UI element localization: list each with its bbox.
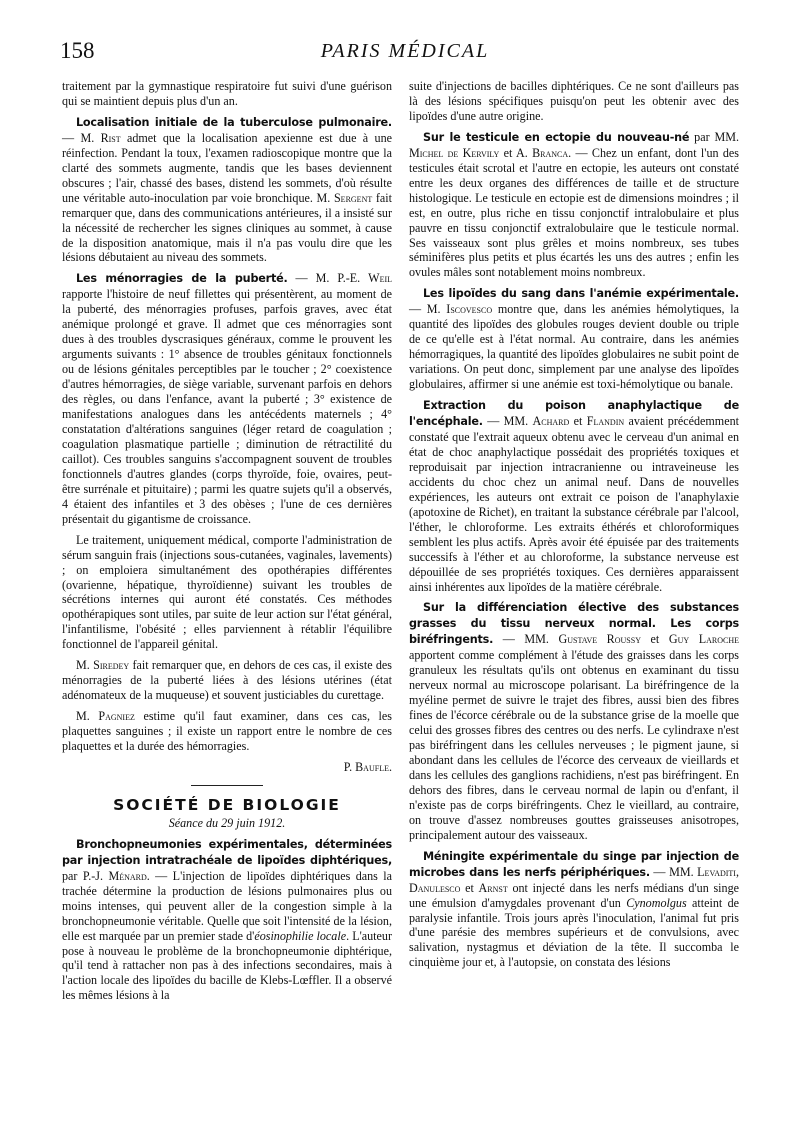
abstract-lipoides-sang: Les lipoïdes du sang dans l'anémie expérimentale. — M. Iscovesco montre que, dans les anémies hémolytiques, la quantité des lipoïdes des globules rouges devient double ou triple de ce qu'elle est à l'état normal. Au contraire, dans les anémies hémorragiques, la quantité des lipoïdes globulaires ne subit point de variations. On peut donc, simplement par une analyse des lipoïdes globulaires, affirmer si une anémie est toxi-hémolytique ou banale. [409, 287, 739, 392]
author-name: Rist [100, 130, 121, 145]
session-date: Séance du 29 juin 1912. [168, 815, 286, 830]
page-header [60, 38, 750, 72]
author-name: Siredey [93, 658, 130, 673]
section-heading: Sur la différenciation élective des substances grasses du tissu nerveux normal. Les corps biréfringents. [409, 601, 739, 647]
author-name: Michel de Kervily [409, 145, 500, 160]
author-name: Guy Laroche [668, 632, 739, 647]
right-column [409, 79, 739, 976]
author-name: Arnst [478, 880, 508, 895]
author-name: Branca [532, 145, 569, 160]
author-name: Pagniez [98, 709, 135, 724]
author-name: Sergent [333, 190, 373, 205]
left-column [62, 79, 392, 1009]
section-heading: Sur le testicule en ectopie du nouveau-né [423, 130, 690, 144]
society-title: SOCIÉTÉ DE BIOLOGIE [113, 795, 341, 814]
paragraph: traitement par la gymnastique respiratoire fut suivi d'une guérison qui se maintient depuis plus d'un an. [62, 79, 392, 108]
abstract-meningite: Méningite expérimentale du singe par injection de microbes dans les nerfs périphériques. — MM. Levaditi, Danulesco et Arnst ont injecté dans les nerfs médians d'un singe une émulsion d'amygdales provenant d'un Cynomolgus atteint de paralysie infantile. Trois jours après l'inoculation, l'animal fut pris d'une parésie des membres supérieurs et de convulsions, avec salivation, nystagmus et déviation de la tête. Il succomba le cinquième jour et, à l'autopsie, on constata des lésions [409, 849, 739, 970]
abstract-anaphylactique: Extraction du poison anaphylactique de l'encéphale. — MM. Achard et Flandin avaient précédemment constaté que l'extrait aqueux obtenu avec le cerveau d'un animal en état de choc anaphylactique possédait des propriétés toxiques et reproduisait par injection intracranienne ou intraveineuse les accidents du choc chez un animal neuf. Dans de nouvelles expériences, les auteurs ont extrait ce poison de l'anaphylaxie (apotoxine de Richet), en traitant la substance cérébrale par l'alcool, l'éther, le chloroforme. Les extraits éthérés et chloroformiques semblent les plus actifs. Après avoir été épuisée par des traitements successifs à l'éther et au chloroforme, la substance nerveuse est dépouillée de ses propriétés toxiques. Ces dernières apparaissent ainsi inhérentes aux lipoïdes de la matière cérébrale. [409, 399, 739, 594]
author-name: Flandin [586, 414, 625, 429]
divider-rule [191, 785, 263, 786]
abstract-bronchopneumonies: Bronchopneumonies expérimentales, déterminées par injection intratrachéale de lipoïdes diphtériques, par P.-J. Ménard. — L'injection de lipoïdes diphtériques dans la trachée détermine la production de lésions pulmonaires plus ou moins intenses, qui peuvent aller de la congestion simple à la bronchopneumonie véritable. Quelle que soit l'intensité de la lésion, elle est marquée par un premier stade d'éosinophilie locale. L'auteur pose à nouveau le problème de la bronchopneumonie diphtérique, qu'il tend à rattacher non pas à des infections secondaires, mais à l'action locale des lipoïdes du bacille de Klebs-Lœffler. Il a observé les mêmes lésions à la [62, 837, 393, 1003]
author-name: Iscovesco [446, 302, 493, 317]
abstract-birefringents: Sur la différenciation élective des substances grasses du tissu nerveux normal. Les corps biréfringents. — MM. Gustave Roussy et Guy Laroche apportent comme complément à l'étude des graisses dans les corps granuleux les résultats qu'ils ont obtenus en examinant du tissu nerveux normal au microscope polarisant. La biréfringence de la myéline permet de suivre le trajet des fibres, aussi bien des fibres fines de l'écorce cérébrale ou de la substance grise de la moelle que celui des grosses fibres des centres ou des nerfs. Le cylindraxe n'est pas biréfringent dans les cellules nerveuses ; le pigment jaune, si abondant dans les cellules de l'écorce des cerveaux de vieillards et dans les cellules des ganglions rachidiens, n'est pas biréfringent. En dehors des fibres, dans le cerveau normal de lapin ou d'enfant, il n'existe pas de corps biréfringents. Chez le vieillard, au contraire, on trouve d'assez nombreuses gouttes graisseuses anisotropes, principalement autour des vaisseaux. [409, 601, 739, 842]
running-title: PARIS MÉDICAL [320, 40, 490, 62]
section-heading: Méningite expérimentale du singe par injection de microbes dans les nerfs périphériques. [409, 849, 739, 879]
author-name: Weil [368, 271, 393, 286]
author-name: Achard [532, 414, 570, 429]
paragraph: suite d'injections de bacilles diphtériques. Ce ne sont d'ailleurs pas là des lésions spécifiques puisqu'on peut les obtenir avec des lipoïdes d'une autre origine. [409, 79, 739, 123]
section-heading: Bronchopneumonies expérimentales, déterminées par injection intratrachéale de lipoïdes diphtériques, [62, 837, 392, 867]
section-heading: Les lipoïdes du sang dans l'anémie expérimentale. [423, 287, 739, 301]
paragraph: M. Siredey fait remarquer que, en dehors de ces cas, il existe des ménorragies de la puberté liées à des lésions utérines (état adénomateux de la muqueuse) et souvent justiciables du curettage. [62, 658, 392, 703]
author-name: Levaditi, Danulesco [409, 864, 739, 895]
page-number: 158 [60, 38, 95, 63]
paragraph: Le traitement, uniquement médical, comporte l'administration de sérum sanguin frais (injections sous-cutanées, vaginales, lavements) ; on emploiera simultanément des opothérapies différentes (ovarienne, hépatique, thyroïdienne) suivant les troubles de sécrétions internes qui auront été constatés. Ces méthodes opothérapiques sont utiles, par suite de leur action sur l'état général, l'infantilisme, l'obésité ; elles parviennent à rétablir l'équilibre fonctionnel de l'appareil génital. [62, 532, 392, 652]
author-name: Ménard [108, 868, 147, 883]
abstract-menorragies: Les ménorragies de la puberté. — M. P.-E. Weil rapporte l'histoire de neuf fillettes qui présentèrent, au moment de la puberté, des ménorragies profuses, parfois graves, avec état anémique prolongé et grave. Il admet que ces ménorragies sont dues à des troubles dyscrasiques généraux, comme le prouvent les arguments suivants : 1° absence de troubles génitaux fonctionnels ou de lésions génitales perceptibles par le toucher ; 2° coexistence d'autres hémorragies, de siège variable, survenant parfois en dehors des règles, ou dans l'enfance, avant la puberté ; 3° existence de manifestations analogues dans les antécédents maternels ; 4° constatation d'altérations sanguines (léger retard de coagulation ; coagulation plasmatique partielle ; diminution de rétractilité du caillot). Ces troubles sanguins s'accompagnent souvent de troubles fonctionnels d'autres glandes (corps thyroïde, foie, ovaires, peut-être surrénale et pituitaire) ; parmi les quatre sujets qu'il a observés, 4 étaient des infantiles et 3 des obèses ; l'une de ces dernières présentait du gigantisme de croissance. [62, 271, 393, 526]
section-heading: Extraction du poison anaphylactique de l'encéphale. [409, 399, 739, 429]
abstract-testicule: Sur le testicule en ectopie du nouveau-né par MM. Michel de Kervily et A. Branca. — Chez un enfant, dont l'un des testicules était scrotal et l'autre en ectopie, les auteurs ont constaté entre les deux organes des différences de taille et de structure histologique. Le testicule en ectopie est de dimensions moindres ; il est, en outre, plus riche en tissu conjonctif intralobulaire et plus pauvre en tissu conjonctif extralobulaire que le testicule normal. Ses vaisseaux sont plus grêles et moins nombreux, ses tubes séminifères plus petits et plus écartés les uns des autres ; enfin les ovules mâles sont notablement moins nombreux. [409, 129, 740, 280]
abstract-tuberculose: Localisation initiale de la tuberculose pulmonaire. — M. Rist admet que la localisation apexienne est due à une réinfection. Pendant la toux, l'examen radioscopique montre que la clarté des sommets augmente, tandis que les bases deviennent obscures ; l'air, chassé des bases, distend les sommets, d'où résulte une véritable auto-inoculation par voie bronchique. M. Sergent fait remarquer que, dans des communications antérieures, il a insisté sur la nécessité de rechercher les signes cliniques au sommet, à cause de la disposition anatomique, mais il n'a pas voulu dire que les lésions débutaient au niveau des sommets. [62, 115, 392, 265]
signature: P. Baufle. [343, 759, 392, 774]
author-name: Gustave Roussy [558, 632, 641, 647]
section-heading: Localisation initiale de la tuberculose pulmonaire. [76, 115, 392, 129]
paragraph: M. Pagniez estime qu'il faut examiner, dans ces cas, les plaquettes sanguines ; il existe un rapport entre le nombre de ces plaquettes et la durée des hémorragies. [62, 709, 392, 754]
section-heading: Les ménorragies de la puberté. [76, 272, 288, 286]
